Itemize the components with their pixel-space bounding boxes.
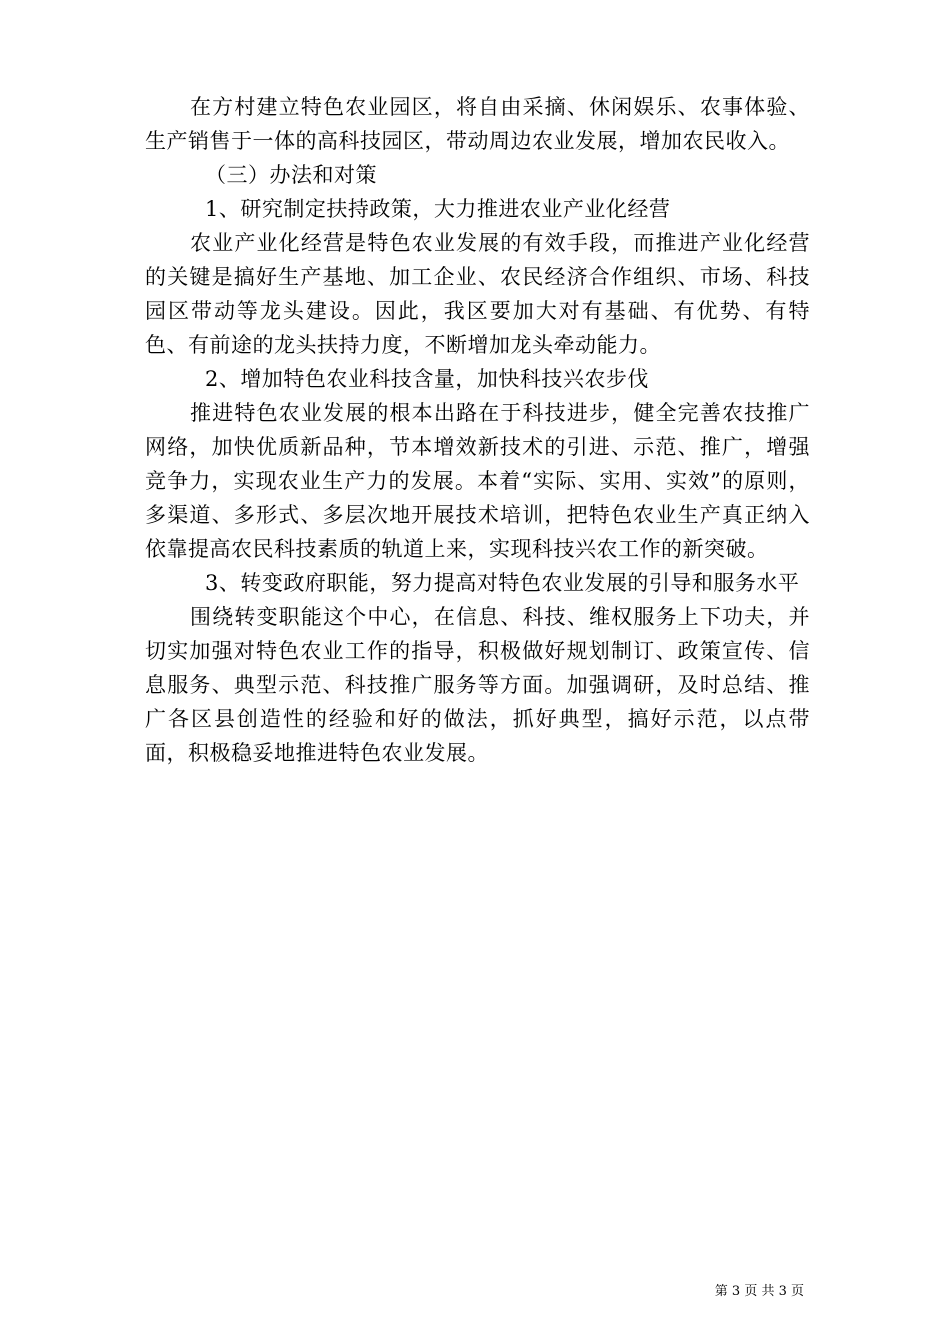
section-heading: （三）办法和对策 xyxy=(205,163,377,187)
page-number: 第 3 页 共 3 页 xyxy=(714,1284,804,1299)
subheading-1: 1、研究制定扶持政策，大力推进农业产业化经营 xyxy=(205,197,671,221)
body-paragraph-1: 在方村建立特色农业园区，将自由采摘、休闲娱乐、农事体验、生产销售于一体的高科技园区，带动周边农业发展，增加农民收入。 xyxy=(145,95,810,153)
subheading-3: 3、转变政府职能，努力提高对特色农业发展的引导和服务水平 xyxy=(205,571,800,595)
subheading-2: 2、增加特色农业科技含量，加快科技兴农步伐 xyxy=(205,367,649,391)
body-paragraph-4: 围绕转变职能这个中心，在信息、科技、维权服务上下功夫，并切实加强对特色农业工作的指导，积极做好规划制订、政策宣传、信息服务、典型示范、科技推广服务等方面。加强调研，及时总结、推广各区县创造性的经验和好的做法，抓好典型，搞好示范，以点带面，积极稳妥地推进特色农业发展。 xyxy=(145,605,810,765)
body-paragraph-3: 推进特色农业发展的根本出路在于科技进步，健全完善农技推广网络，加快优质新品种，节本增效新技术的引进、示范、推广，增强竞争力，实现农业生产力的发展。本着“实际、实用、实效”的原则，多渠道、多形式、多层次地开展技术培训，把特色农业生产真正纳入依靠提高农民科技素质的轨道上来，实现科技兴农工作的新突破。 xyxy=(145,401,810,561)
body-paragraph-2: 农业产业化经营是特色农业发展的有效手段，而推进产业化经营的关键是搞好生产基地、加工企业、农民经济合作组织、市场、科技园区带动等龙头建设。因此，我区要加大对有基础、有优势、有特色、有前途的龙头扶持力度，不断增加龙头牵动能力。 xyxy=(145,231,810,357)
document-body xyxy=(145,90,810,770)
